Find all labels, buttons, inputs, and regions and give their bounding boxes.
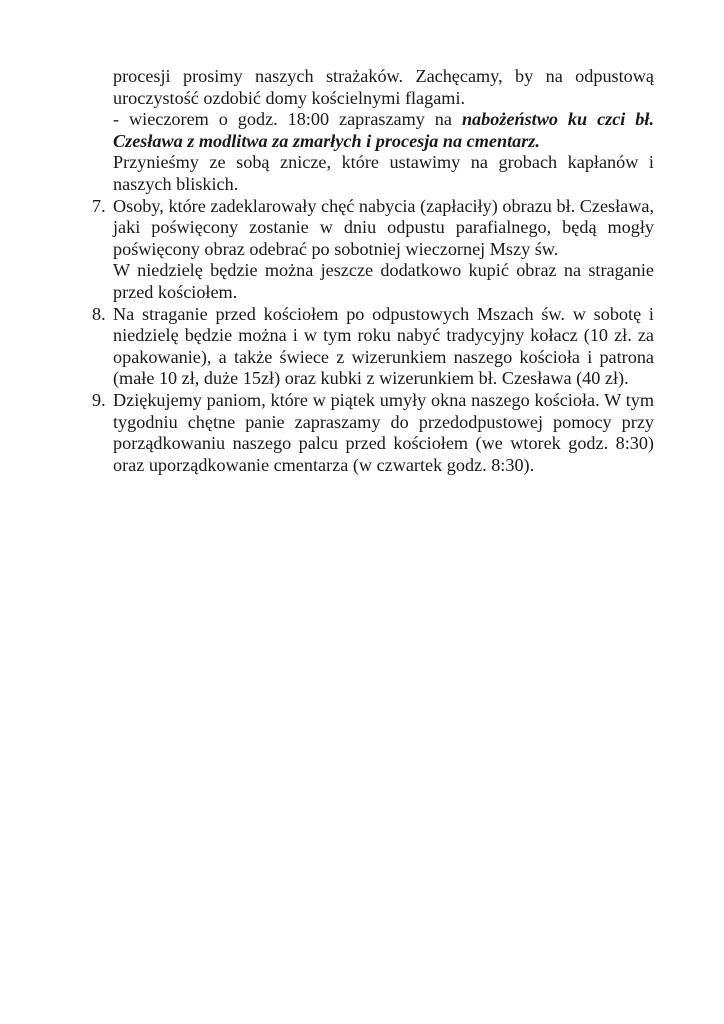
- item-paragraph: W niedzielę będzie można jeszcze dodatkowo kupić obraz na straganie przed kościołem.: [113, 260, 654, 302]
- item-paragraph: Dziękujemy paniom, które w piątek umyły okna naszego kościoła. W tym tygodniu chętne panie zapraszamy do przedodpustowej pomocy przy porządkowaniu naszego palcu przed kościołem (we wtorek godz. 8:30) oraz uporządkowanie cmentarza (w czwartek godz. 8:30).: [113, 389, 654, 475]
- announcement-body: [92, 66, 654, 476]
- announcement-item-7: [92, 195, 654, 304]
- announcement-item-8: [92, 303, 654, 390]
- continuation-paragraph-3: Przynieśmy ze sobą znicze, które ustawimy na grobach kapłanów i naszych bliskich.: [113, 152, 654, 194]
- announcement-list: [92, 195, 654, 477]
- item-paragraph: Na straganie przed kościołem po odpustowych Mszach św. w sobotę i niedzielę będzie można i w tym roku nabyć tradycyjny kołacz (10 zł. za opakowanie), a także świece z wizerunkiem naszego kościoła i patrona (małe 10 zł, duże 15zł) oraz kubki z wizerunkiem bł. Czesława (40 zł).: [113, 303, 654, 389]
- continuation-paragraph-2: [113, 109, 654, 152]
- evening-service-intro: - wieczorem o godz. 18:00 zapraszamy na: [113, 109, 462, 130]
- announcement-item-9: [92, 389, 654, 476]
- item-number: 7.: [92, 195, 106, 216]
- evening-service-highlight: nabożeństwo ku czci bł. Czesława z modlitwa za zmarłych i procesja na cmentarz.: [113, 109, 654, 151]
- item-number: 8.: [92, 303, 106, 324]
- item-paragraph: Osoby, które zadeklarowały chęć nabycia (zapłaciły) obrazu bł. Czesława, jaki poświęcony zostanie w dniu odpustu parafialnego, będą mogły poświęcony obraz odebrać po sobotniej wieczornej Mszy św.: [113, 195, 654, 259]
- item-number: 9.: [92, 389, 106, 410]
- continuation-paragraph-1: procesji prosimy naszych strażaków. Zachęcamy, by na odpustową uroczystość ozdobić domy kościelnymi flagami.: [113, 66, 654, 108]
